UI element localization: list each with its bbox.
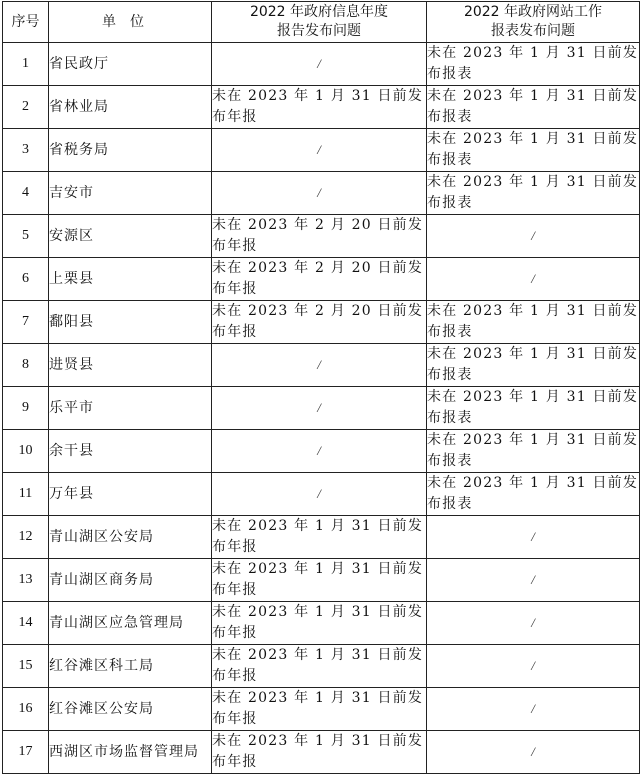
header-web-line1: 2022 年政府网站工作 (463, 4, 603, 20)
na-mark: / (317, 185, 321, 200)
row-web-na (427, 258, 640, 301)
na-mark: / (531, 658, 535, 673)
table-row (3, 688, 640, 731)
na-mark: / (531, 271, 535, 286)
table-row (3, 86, 640, 129)
table-row (3, 43, 640, 86)
row-report-issue: 未在 2023 年 2 月 20 日前发布年报 (212, 215, 427, 258)
table-row (3, 129, 640, 172)
row-report-issue: 未在 2023 年 1 月 31 日前发布年报 (212, 645, 427, 688)
row-number: 4 (3, 172, 49, 215)
row-number: 10 (3, 430, 49, 473)
row-web-na (427, 731, 640, 774)
row-report-na (212, 172, 427, 215)
row-unit: 上栗县 (49, 258, 212, 301)
table-row (3, 387, 640, 430)
row-web-issue: 未在 2023 年 1 月 31 日前发布报表 (427, 430, 640, 473)
row-number: 2 (3, 86, 49, 129)
row-report-issue: 未在 2023 年 2 月 20 日前发布年报 (212, 258, 427, 301)
issues-table (2, 1, 640, 774)
row-report-na (212, 473, 427, 516)
row-number: 11 (3, 473, 49, 516)
row-unit: 进贤县 (49, 344, 212, 387)
row-unit: 青山湖区应急管理局 (49, 602, 212, 645)
header-report-line2: 报告发布问题 (277, 23, 361, 39)
na-mark: / (317, 486, 321, 501)
row-report-na (212, 129, 427, 172)
row-unit: 省税务局 (49, 129, 212, 172)
table-body (3, 43, 640, 774)
table-row (3, 344, 640, 387)
row-web-issue: 未在 2023 年 1 月 31 日前发布报表 (427, 43, 640, 86)
row-unit: 青山湖区商务局 (49, 559, 212, 602)
table-row (3, 172, 640, 215)
na-mark: / (531, 615, 535, 630)
row-unit: 鄱阳县 (49, 301, 212, 344)
row-unit: 吉安市 (49, 172, 212, 215)
table-row (3, 516, 640, 559)
na-mark: / (317, 443, 321, 458)
row-unit: 乐平市 (49, 387, 212, 430)
header-web-line2: 报表发布问题 (491, 23, 575, 39)
row-report-issue: 未在 2023 年 1 月 31 日前发布年报 (212, 602, 427, 645)
na-mark: / (317, 142, 321, 157)
row-report-na (212, 43, 427, 86)
row-unit: 万年县 (49, 473, 212, 516)
row-unit: 红谷滩区公安局 (49, 688, 212, 731)
header-unit: 单位 (49, 2, 212, 43)
na-mark: / (531, 529, 535, 544)
row-web-issue: 未在 2023 年 1 月 31 日前发布报表 (427, 86, 640, 129)
row-web-issue: 未在 2023 年 1 月 31 日前发布报表 (427, 129, 640, 172)
na-mark: / (317, 56, 321, 71)
na-mark: / (531, 228, 535, 243)
row-number: 3 (3, 129, 49, 172)
row-report-na (212, 344, 427, 387)
table-row (3, 215, 640, 258)
header-report-line1: 2022 年政府信息年度 (249, 4, 389, 20)
row-number: 17 (3, 731, 49, 774)
row-unit: 安源区 (49, 215, 212, 258)
row-web-na (427, 559, 640, 602)
row-unit: 青山湖区公安局 (49, 516, 212, 559)
table-row (3, 258, 640, 301)
row-number: 14 (3, 602, 49, 645)
row-unit: 西湖区市场监督管理局 (49, 731, 212, 774)
row-web-na (427, 645, 640, 688)
row-number: 9 (3, 387, 49, 430)
row-web-na (427, 516, 640, 559)
header-report (212, 2, 427, 43)
row-report-issue: 未在 2023 年 1 月 31 日前发布年报 (212, 516, 427, 559)
na-mark: / (531, 572, 535, 587)
row-web-na (427, 602, 640, 645)
row-number: 16 (3, 688, 49, 731)
table-header (3, 2, 640, 43)
header-row (3, 2, 640, 43)
header-web (427, 2, 640, 43)
na-mark: / (317, 357, 321, 372)
row-unit: 省林业局 (49, 86, 212, 129)
table-row (3, 430, 640, 473)
row-web-issue: 未在 2023 年 1 月 31 日前发布报表 (427, 172, 640, 215)
header-num: 序号 (3, 2, 49, 43)
row-web-na (427, 688, 640, 731)
row-web-issue: 未在 2023 年 1 月 31 日前发布报表 (427, 344, 640, 387)
row-number: 6 (3, 258, 49, 301)
na-mark: / (531, 701, 535, 716)
table-row (3, 473, 640, 516)
row-report-issue: 未在 2023 年 1 月 31 日前发布年报 (212, 731, 427, 774)
row-unit: 余干县 (49, 430, 212, 473)
row-web-na (427, 215, 640, 258)
table-row (3, 602, 640, 645)
row-report-na (212, 430, 427, 473)
row-number: 8 (3, 344, 49, 387)
row-web-issue: 未在 2023 年 1 月 31 日前发布报表 (427, 473, 640, 516)
na-mark: / (317, 400, 321, 415)
row-number: 7 (3, 301, 49, 344)
table-row (3, 645, 640, 688)
row-report-na (212, 387, 427, 430)
row-unit: 红谷滩区科工局 (49, 645, 212, 688)
na-mark: / (531, 744, 535, 759)
table-row (3, 559, 640, 602)
row-number: 5 (3, 215, 49, 258)
row-report-issue: 未在 2023 年 1 月 31 日前发布年报 (212, 86, 427, 129)
table-row (3, 301, 640, 344)
row-number: 15 (3, 645, 49, 688)
row-web-issue: 未在 2023 年 1 月 31 日前发布报表 (427, 301, 640, 344)
row-report-issue: 未在 2023 年 1 月 31 日前发布年报 (212, 559, 427, 602)
row-report-issue: 未在 2023 年 2 月 20 日前发布年报 (212, 301, 427, 344)
row-number: 12 (3, 516, 49, 559)
row-number: 1 (3, 43, 49, 86)
row-unit: 省民政厅 (49, 43, 212, 86)
row-number: 13 (3, 559, 49, 602)
row-web-issue: 未在 2023 年 1 月 31 日前发布报表 (427, 387, 640, 430)
table-row (3, 731, 640, 774)
row-report-issue: 未在 2023 年 1 月 31 日前发布年报 (212, 688, 427, 731)
